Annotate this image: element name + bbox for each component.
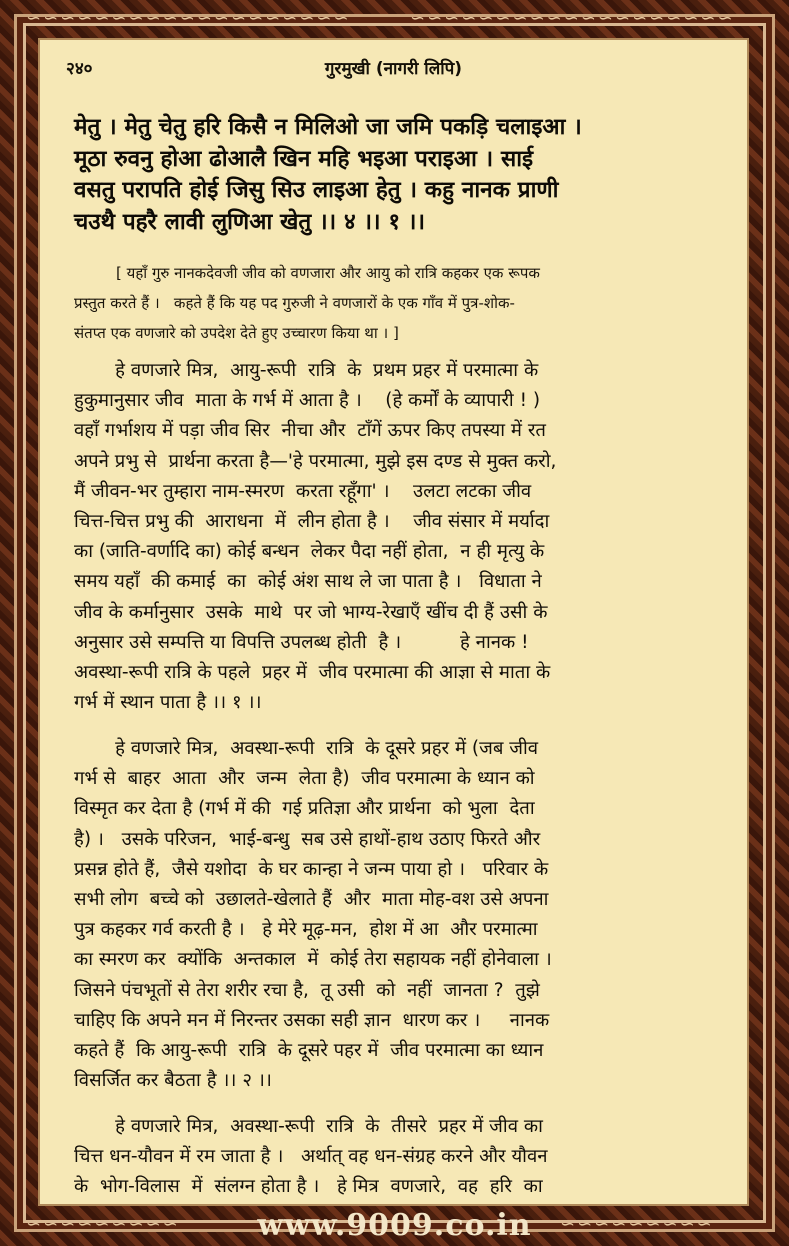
page-number: २४० <box>66 59 93 79</box>
paragraph-line: समय यहाँ की कमाई का कोई अंश साथ ले जा पाता है । विधाता ने <box>74 571 542 593</box>
running-title: गुरमुखी (नागरी लिपि) <box>324 59 463 79</box>
paragraph-line: कहते हैं कि आयु-रूपी रात्रि के दूसरे पहर में जीव परमात्मा का ध्यान <box>74 1040 544 1062</box>
verse-line: मूठा रुवनु होआ ढोआलै खिन महि भइआ पराइआ । साई <box>74 145 534 172</box>
paragraph-line: के भोग-विलास में संलग्न होता है । हे मित्र वणजारे, वह हरि का <box>74 1176 543 1198</box>
flourish-ornament-top-left: ∽∽∽∽∽∽∽∽∽∽∽∽∽∽∽∽∽∽∽ <box>26 8 351 29</box>
paragraph-line: है) । उसके परिजन, भाई-बन्धु सब उसे हाथों-हाथ उठाए फिरते और <box>74 828 541 850</box>
paragraph-line: जीव के कर्मानुसार उसके माथे पर जो भाग्य-रेखाएँ खींच दी हैं उसी के <box>74 601 548 623</box>
paragraph-line: गर्भ से बाहर आता और जन्म लेता है) जीव परमात्मा के ध्यान को <box>74 768 535 790</box>
paragraph-line: चाहिए कि अपने मन में निरन्तर उसका सही ज्ञान धारण कर । नानक <box>74 1009 550 1031</box>
paragraph-line: जिसने पंचभूतों से तेरा शरीर रचा है, तू उसी को नहीं जानता ? तुझे <box>74 979 540 1001</box>
commentary-paragraph-2 <box>74 734 738 1096</box>
paragraph-line: हुकुमानुसार जीव माता के गर्भ में आता है । (हे कर्मों के व्यापारी ! ) <box>74 390 541 412</box>
paragraph-line: मैं जीवन-भर तुम्हारा नाम-स्मरण करता रहूँगा' । उलटा लटका जीव <box>74 480 532 502</box>
paragraph-line: हे वणजारे मित्र, अवस्था-रूपी रात्रि के दूसरे प्रहर में (जब जीव <box>74 738 539 759</box>
gurmukhi-verse <box>74 112 734 238</box>
paragraph-line: का स्मरण कर क्योंकि अन्तकाल में कोई तेरा सहायक नहीं होनेवाला । <box>74 949 552 971</box>
paragraph-line: अनुसार उसे सम्पत्ति या विपत्ति उपलब्ध होती है । हे नानक ! <box>74 631 529 653</box>
flourish-ornament-bottom: ∽∽∽∽∽∽∽∽∽ <box>26 1214 180 1235</box>
paragraph-line: हे वणजारे मित्र, आयु-रूपी रात्रि के प्रथम प्रहर में परमात्मा के <box>74 360 539 381</box>
paragraph-line: पुत्र कहकर गर्व करती है । हे मेरे मूढ़-मन, होश में आ और परमात्मा <box>74 919 538 941</box>
paragraph-line: विसर्जित कर बैठता है ।। २ ।। <box>74 1070 272 1092</box>
paragraph-line: चित्त धन-यौवन में रम जाता है । अर्थात् वह धन-संग्रह करने और यौवन <box>74 1146 548 1168</box>
paragraph-line: विस्मृत कर देता है (गर्भ में की गई प्रतिज्ञा और प्रार्थना को भुला देता <box>74 798 535 820</box>
editorial-note <box>74 258 734 348</box>
verse-line: चउथै पहरै लावी लुणिआ खेतु ।। ४ ।। १ ।। <box>74 208 425 235</box>
page-header <box>62 50 725 80</box>
note-line: प्रस्तुत करते हैं । कहते हैं कि यह पद गुरुजी ने वणजारों के एक गाँव में पुत्र-शोक- <box>74 294 515 312</box>
paragraph-line: अपने प्रभु से प्रार्थना करता है—'हे परमात्मा, मुझे इस दण्ड से मुक्त करो, <box>74 450 557 472</box>
paragraph-line: हे वणजारे मित्र, अवस्था-रूपी रात्रि के तीसरे प्रहर में जीव का <box>74 1116 543 1137</box>
flourish-ornament-top-right: ∽∽∽∽∽∽∽∽∽∽∽∽∽∽∽∽∽∽∽ <box>410 8 735 29</box>
note-line: [ यहाँ गुरु नानकदेवजी जीव को वणजारा और आयु को रात्रि कहकर एक रूपक <box>116 264 540 282</box>
paragraph-line: का (जाति-वर्णादि का) कोई बन्धन लेकर पैदा नहीं होता, न ही मृत्यु के <box>74 541 545 563</box>
paragraph-line: चित्त-चित्त प्रभु की आराधना में लीन होता है । जीव संसार में मर्यादा <box>74 511 550 533</box>
flourish-ornament-bottom-right: ∽∽∽∽∽∽∽∽∽ <box>560 1214 714 1235</box>
paragraph-line: गर्भ में स्थान पाता है ।। १ ।। <box>74 692 262 714</box>
verse-line: मेतु । मेतु चेतु हरि किसै न मिलिओ जा जमि पकड़ि चलाइआ । <box>74 114 582 140</box>
paragraph-line: अवस्था-रूपी रात्रि के पहले प्रहर में जीव परमात्मा की आज्ञा से माता के <box>74 662 551 684</box>
note-line: संतप्त एक वणजारे को उपदेश देते हुए उच्चारण किया था । ] <box>74 324 399 342</box>
website-footer: www.9009.co.in <box>257 1208 532 1243</box>
paragraph-line: वहाँ गर्भाशय में पड़ा जीव सिर नीचा और टाँगें ऊपर किए तपस्या में रत <box>74 420 546 442</box>
verse-line: वसतु परापति होई जिसु सिउ लाइआ हेतु । कहु नानक प्राणी <box>74 177 559 203</box>
commentary-paragraph-3 <box>74 1112 738 1203</box>
commentary-paragraph-1 <box>74 356 738 718</box>
book-page <box>38 38 749 1206</box>
paragraph-line: प्रसन्न होते हैं, जैसे यशोदा के घर कान्हा ने जन्म पाया हो । परिवार के <box>74 858 549 880</box>
paragraph-line: सभी लोग बच्चे को उछालते-खेलाते हैं और माता मोह-वश उसे अपना <box>74 889 549 911</box>
